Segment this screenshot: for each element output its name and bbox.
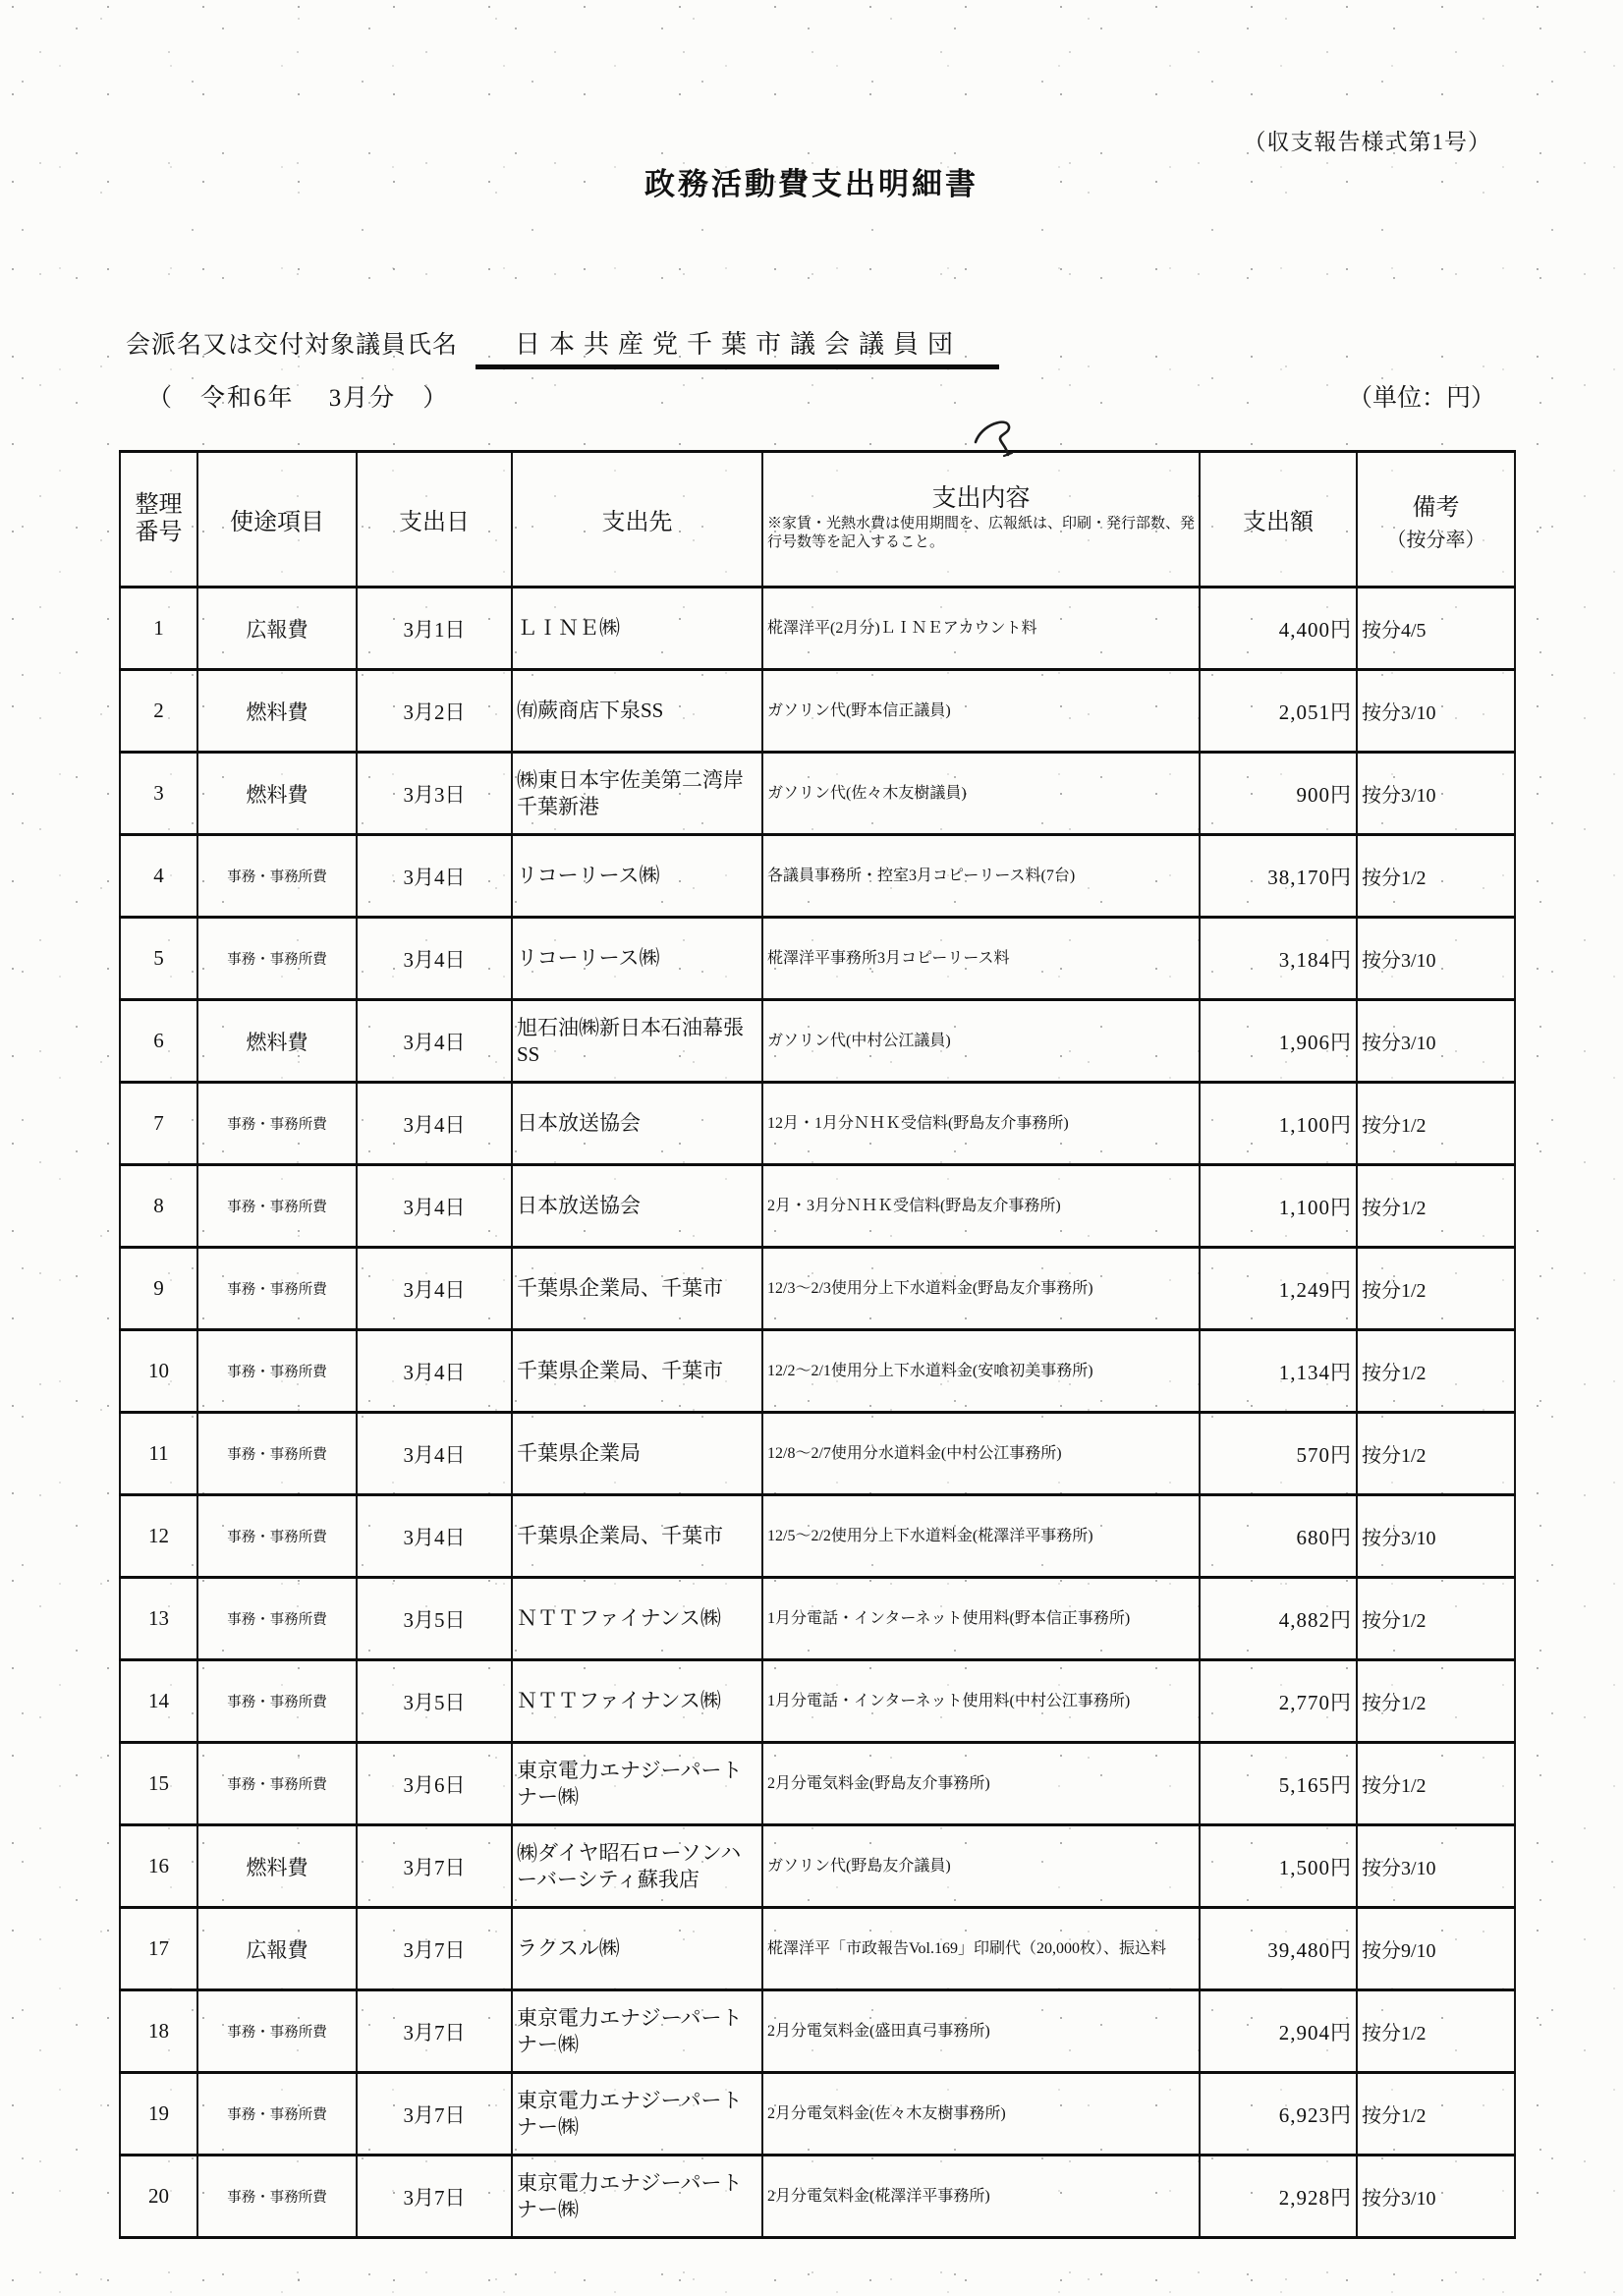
cell-apportionment-note: 按分3/10 (1357, 2156, 1515, 2238)
header-note-sub: （按分率） (1386, 529, 1485, 551)
table-row (120, 1413, 1515, 1495)
cell-date: 3月4日 (357, 1000, 512, 1083)
header-content-note: ※家賃・光熱水費は使用期間を、広報紙は、印刷・発行部数、発行号数等を記入すること。 (767, 515, 1196, 551)
cell-entry-number: 15 (120, 1743, 197, 1825)
cell-date: 3月4日 (357, 1495, 512, 1578)
cell-description: 12/3〜2/3使用分上下水道料金(野島友介事務所) (762, 1248, 1200, 1330)
cell-entry-number: 9 (120, 1248, 197, 1330)
table-row (120, 1908, 1515, 1990)
header-content-title: 支出内容 (931, 485, 1031, 513)
cell-apportionment-note: 按分1/2 (1357, 1083, 1515, 1165)
cell-date: 3月2日 (357, 670, 512, 753)
cell-category: 広報費 (197, 1908, 357, 1990)
expense-table-body (120, 588, 1515, 2238)
cell-description: 1月分電話・インターネット使用料(中村公江事務所) (762, 1660, 1200, 1743)
cell-amount: 1,906円 (1200, 1000, 1357, 1083)
cell-category: 事務・事務所費 (197, 1165, 357, 1248)
cell-entry-number: 2 (120, 670, 197, 753)
table-row (120, 1578, 1515, 1660)
cell-date: 3月7日 (357, 1825, 512, 1908)
cell-date: 3月7日 (357, 1908, 512, 1990)
cell-description: 各議員事務所・控室3月コピーリース料(7台) (762, 835, 1200, 918)
cell-apportionment-note: 按分1/2 (1357, 1165, 1515, 1248)
header-note (1357, 452, 1515, 588)
cell-amount: 1,100円 (1200, 1165, 1357, 1248)
cell-category: 燃料費 (197, 753, 357, 835)
cell-entry-number: 6 (120, 1000, 197, 1083)
cell-date: 3月4日 (357, 1248, 512, 1330)
table-row (120, 1000, 1515, 1083)
cell-amount: 6,923円 (1200, 2073, 1357, 2156)
cell-payee: 東京電力エナジーパートナー㈱ (512, 1743, 762, 1825)
cell-payee: リコーリース㈱ (512, 918, 762, 1000)
cell-date: 3月4日 (357, 1330, 512, 1413)
cell-entry-number: 13 (120, 1578, 197, 1660)
cell-date: 3月7日 (357, 2156, 512, 2238)
cell-entry-number: 20 (120, 2156, 197, 2238)
cell-apportionment-note: 按分1/2 (1357, 1743, 1515, 1825)
cell-category: 燃料費 (197, 1825, 357, 1908)
cell-payee: ㈲蕨商店下泉SS (512, 670, 762, 753)
cell-category: 事務・事務所費 (197, 1248, 357, 1330)
cell-description: 2月分電気料金(佐々木友樹事務所) (762, 2073, 1200, 2156)
table-row (120, 1495, 1515, 1578)
cell-category: 燃料費 (197, 1000, 357, 1083)
cell-date: 3月3日 (357, 753, 512, 835)
table-row (120, 1660, 1515, 1743)
cell-apportionment-note: 按分3/10 (1357, 1495, 1515, 1578)
unit-label: （単位：円） (1347, 385, 1495, 412)
table-row (120, 918, 1515, 1000)
cell-payee: 東京電力エナジーパートナー㈱ (512, 1990, 762, 2073)
cell-description: 12/8〜2/7使用分水道料金(中村公江事務所) (762, 1413, 1200, 1495)
cell-description: ガソリン代(野本信正議員) (762, 670, 1200, 753)
form-number: （収支報告様式第1号） (1243, 130, 1491, 154)
cell-entry-number: 12 (120, 1495, 197, 1578)
table-row (120, 1083, 1515, 1165)
cell-date: 3月4日 (357, 835, 512, 918)
cell-description: 椛澤洋平事務所3月コピーリース料 (762, 918, 1200, 1000)
cell-entry-number: 19 (120, 2073, 197, 2156)
cell-description: 1月分電話・インターネット使用料(野本信正事務所) (762, 1578, 1200, 1660)
cell-description: ガソリン代(佐々木友樹議員) (762, 753, 1200, 835)
cell-category: 事務・事務所費 (197, 1660, 357, 1743)
cell-category: 事務・事務所費 (197, 1495, 357, 1578)
cell-amount: 570円 (1200, 1413, 1357, 1495)
table-row (120, 1330, 1515, 1413)
cell-apportionment-note: 按分3/10 (1357, 1000, 1515, 1083)
cell-entry-number: 5 (120, 918, 197, 1000)
cell-payee: ㈱東日本宇佐美第二湾岸千葉新港 (512, 753, 762, 835)
header-no: 整理番号 (120, 452, 197, 588)
table-row (120, 753, 1515, 835)
cell-description: 2月分電気料金(椛澤洋平事務所) (762, 2156, 1200, 2238)
table-row (120, 835, 1515, 918)
cell-payee: ＮＴＴファイナンス㈱ (512, 1578, 762, 1660)
cell-payee: リコーリース㈱ (512, 835, 762, 918)
table-row (120, 588, 1515, 670)
cell-apportionment-note: 按分3/10 (1357, 1825, 1515, 1908)
header-payee: 支出先 (512, 452, 762, 588)
cell-payee: ラクスル㈱ (512, 1908, 762, 1990)
expense-table-header (120, 452, 1515, 588)
cell-payee: 千葉県企業局、千葉市 (512, 1495, 762, 1578)
cell-date: 3月1日 (357, 588, 512, 670)
cell-description: 2月・3月分ＮＨＫ受信料(野島友介事務所) (762, 1165, 1200, 1248)
table-row (120, 1165, 1515, 1248)
cell-date: 3月7日 (357, 1990, 512, 2073)
cell-entry-number: 4 (120, 835, 197, 918)
cell-apportionment-note: 按分1/2 (1357, 1330, 1515, 1413)
cell-entry-number: 16 (120, 1825, 197, 1908)
cell-entry-number: 3 (120, 753, 197, 835)
cell-amount: 1,249円 (1200, 1248, 1357, 1330)
cell-amount: 4,400円 (1200, 588, 1357, 670)
cell-amount: 2,770円 (1200, 1660, 1357, 1743)
cell-entry-number: 10 (120, 1330, 197, 1413)
cell-apportionment-note: 按分3/10 (1357, 918, 1515, 1000)
cell-amount: 3,184円 (1200, 918, 1357, 1000)
cell-entry-number: 11 (120, 1413, 197, 1495)
cell-category: 事務・事務所費 (197, 2156, 357, 2238)
cell-amount: 1,134円 (1200, 1330, 1357, 1413)
cell-apportionment-note: 按分1/2 (1357, 835, 1515, 918)
cell-entry-number: 7 (120, 1083, 197, 1165)
cell-description: 12/5〜2/2使用分上下水道料金(椛澤洋平事務所) (762, 1495, 1200, 1578)
cell-payee: 東京電力エナジーパートナー㈱ (512, 2073, 762, 2156)
cell-category: 燃料費 (197, 670, 357, 753)
cell-payee: 千葉県企業局、千葉市 (512, 1330, 762, 1413)
cell-amount: 38,170円 (1200, 835, 1357, 918)
cell-apportionment-note: 按分1/2 (1357, 1578, 1515, 1660)
handwritten-check-mark (968, 413, 1038, 466)
cell-amount: 39,480円 (1200, 1908, 1357, 1990)
table-row (120, 2156, 1515, 2238)
cell-amount: 680円 (1200, 1495, 1357, 1578)
cell-category: 広報費 (197, 588, 357, 670)
cell-category: 事務・事務所費 (197, 1578, 357, 1660)
report-period: （ 令和6年 3月分 ） (147, 385, 450, 412)
cell-entry-number: 1 (120, 588, 197, 670)
table-row (120, 1825, 1515, 1908)
header-category: 使途項目 (197, 452, 357, 588)
cell-category: 事務・事務所費 (197, 1413, 357, 1495)
cell-payee: 東京電力エナジーパートナー㈱ (512, 2156, 762, 2238)
cell-payee: 千葉県企業局 (512, 1413, 762, 1495)
table-row (120, 1248, 1515, 1330)
page-title: 政務活動費支出明細書 (644, 167, 979, 201)
cell-entry-number: 17 (120, 1908, 197, 1990)
header-amount: 支出額 (1200, 452, 1357, 588)
cell-payee: ＬＩＮＥ㈱ (512, 588, 762, 670)
group-name-value: 日本共産党千葉市議会議員団 (476, 324, 999, 369)
header-content (762, 452, 1200, 588)
cell-apportionment-note: 按分1/2 (1357, 1413, 1515, 1495)
cell-apportionment-note: 按分3/10 (1357, 670, 1515, 753)
cell-apportionment-note: 按分1/2 (1357, 2073, 1515, 2156)
header-date: 支出日 (357, 452, 512, 588)
cell-payee: ＮＴＴファイナンス㈱ (512, 1660, 762, 1743)
cell-category: 事務・事務所費 (197, 1990, 357, 2073)
cell-category: 事務・事務所費 (197, 835, 357, 918)
cell-amount: 5,165円 (1200, 1743, 1357, 1825)
cell-date: 3月4日 (357, 1413, 512, 1495)
cell-amount: 2,051円 (1200, 670, 1357, 753)
cell-apportionment-note: 按分1/2 (1357, 1248, 1515, 1330)
cell-date: 3月6日 (357, 1743, 512, 1825)
cell-date: 3月7日 (357, 2073, 512, 2156)
cell-amount: 1,100円 (1200, 1083, 1357, 1165)
group-name-line (126, 324, 999, 369)
cell-date: 3月5日 (357, 1660, 512, 1743)
cell-payee: ㈱ダイヤ昭石ローソンハーバーシティ蘇我店 (512, 1825, 762, 1908)
cell-apportionment-note: 按分3/10 (1357, 753, 1515, 835)
table-row (120, 2073, 1515, 2156)
cell-apportionment-note: 按分9/10 (1357, 1908, 1515, 1990)
cell-date: 3月4日 (357, 918, 512, 1000)
cell-amount: 4,882円 (1200, 1578, 1357, 1660)
header-row (120, 452, 1515, 588)
cell-date: 3月5日 (357, 1578, 512, 1660)
table-row (120, 1990, 1515, 2073)
cell-description: 椛澤洋平(2月分)ＬＩＮＥアカウント料 (762, 588, 1200, 670)
cell-entry-number: 18 (120, 1990, 197, 2073)
cell-description: ガソリン代(野島友介議員) (762, 1825, 1200, 1908)
cell-date: 3月4日 (357, 1165, 512, 1248)
cell-description: 12月・1月分ＮＨＫ受信料(野島友介事務所) (762, 1083, 1200, 1165)
group-name-label: 会派名又は交付対象議員氏名 (126, 332, 459, 359)
cell-amount: 1,500円 (1200, 1825, 1357, 1908)
cell-apportionment-note: 按分1/2 (1357, 1990, 1515, 2073)
cell-payee: 旭石油㈱新日本石油幕張SS (512, 1000, 762, 1083)
cell-description: 2月分電気料金(野島友介事務所) (762, 1743, 1200, 1825)
cell-apportionment-note: 按分1/2 (1357, 1660, 1515, 1743)
cell-category: 事務・事務所費 (197, 1743, 357, 1825)
cell-category: 事務・事務所費 (197, 918, 357, 1000)
cell-category: 事務・事務所費 (197, 2073, 357, 2156)
cell-description: 椛澤洋平「市政報告Vol.169」印刷代（20,000枚）、振込料 (762, 1908, 1200, 1990)
table-row (120, 670, 1515, 753)
cell-description: ガソリン代(中村公江議員) (762, 1000, 1200, 1083)
header-note-title: 備考 (1412, 494, 1460, 521)
cell-apportionment-note: 按分4/5 (1357, 588, 1515, 670)
cell-category: 事務・事務所費 (197, 1330, 357, 1413)
cell-description: 12/2〜2/1使用分上下水道料金(安喰初美事務所) (762, 1330, 1200, 1413)
cell-amount: 2,904円 (1200, 1990, 1357, 2073)
expense-table (119, 450, 1516, 2239)
cell-payee: 千葉県企業局、千葉市 (512, 1248, 762, 1330)
cell-entry-number: 14 (120, 1660, 197, 1743)
cell-payee: 日本放送協会 (512, 1165, 762, 1248)
cell-amount: 900円 (1200, 753, 1357, 835)
cell-date: 3月4日 (357, 1083, 512, 1165)
cell-category: 事務・事務所費 (197, 1083, 357, 1165)
table-row (120, 1743, 1515, 1825)
cell-payee: 日本放送協会 (512, 1083, 762, 1165)
cell-amount: 2,928円 (1200, 2156, 1357, 2238)
cell-entry-number: 8 (120, 1165, 197, 1248)
cell-description: 2月分電気料金(盛田真弓事務所) (762, 1990, 1200, 2073)
